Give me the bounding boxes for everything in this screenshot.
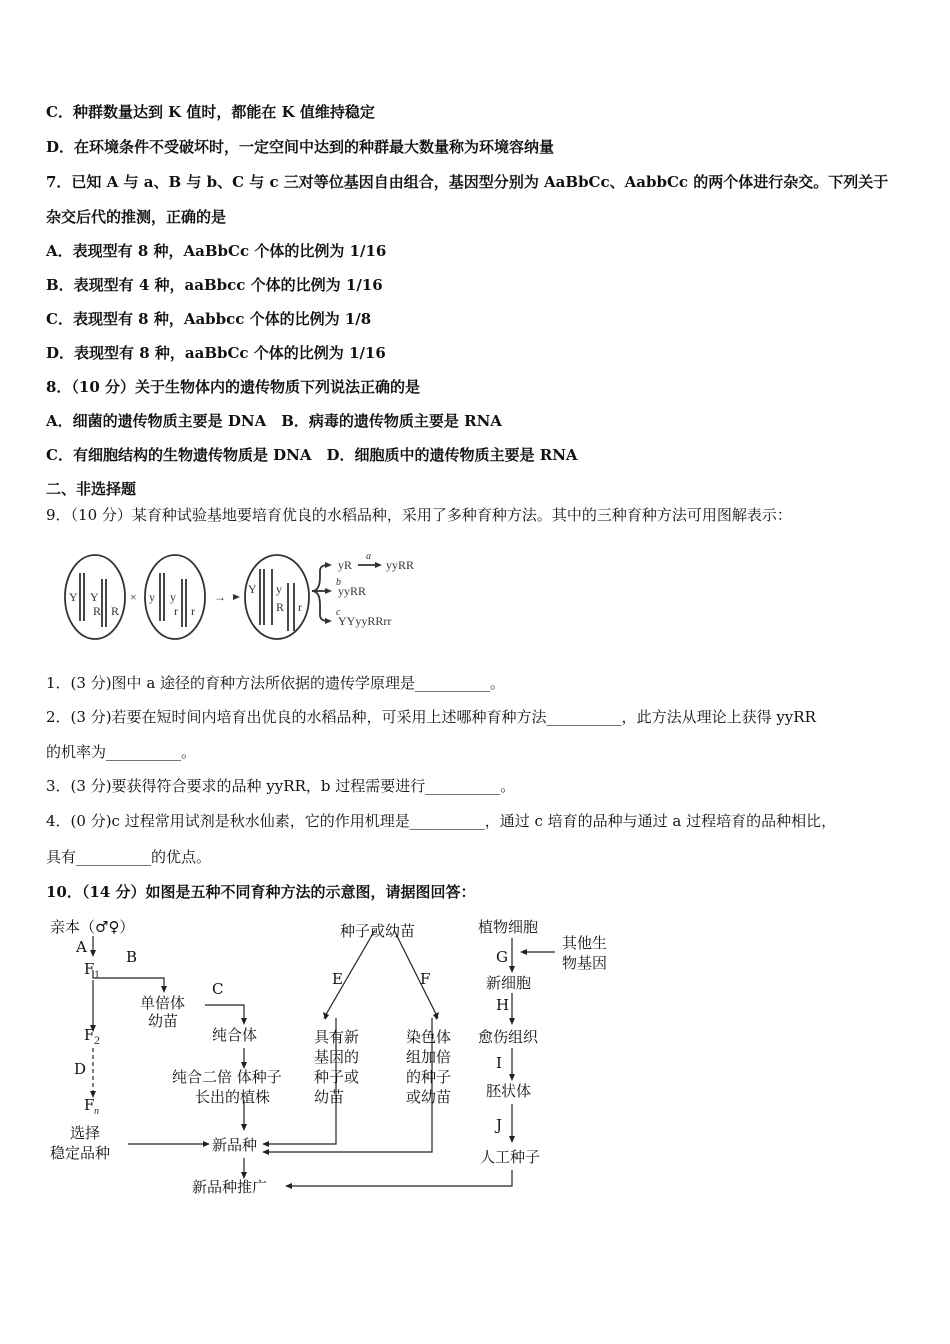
haploid-line1: 单倍体 [140,994,186,1012]
step-i: I [496,1054,502,1072]
parent-label: 亲本（♂♀） [50,918,135,936]
fn-label: F [84,1096,95,1114]
fn-sub: n [94,1106,99,1117]
other-gene-line1: 其他生 [562,934,608,952]
cell1-allele-r2: R [111,604,120,618]
q6-option-c: C．种群数量达到 K 值时，都能在 K 值维持稳定 [46,103,375,121]
cell2-allele-y2: y [170,590,176,604]
cell1-allele-r: R [93,604,102,618]
step-e: E [332,970,343,988]
cell2-allele-r2: r [191,604,195,618]
chrom-line4: 或幼苗 [406,1088,452,1106]
q10-breeding-diagram [40,908,640,1208]
diploid-line1: 纯合二倍 体种子 [172,1068,282,1086]
step-g: G [496,948,508,966]
haploid-line2: 幼苗 [148,1012,179,1030]
q9-sub2-line1: 2．(3 分)若要在短时间内培育出优良的水稻品种，可采用上述哪种育种方法__________，此方法从理论上获得 yyRR [46,708,816,726]
callus-label: 愈伤组织 [478,1028,539,1046]
f1-sub: 1 [94,967,100,981]
q9-sub4-line2: 具有__________的优点。 [46,848,212,866]
q8-options-ab: A．细菌的遗传物质主要是 DNA B．病毒的遗传物质主要是 RNA [46,412,502,430]
f2-label: F [84,1026,95,1044]
chrom-line1: 染色体 [406,1028,452,1046]
new-variety: 新品种 [212,1136,258,1154]
select-line2: 稳定品种 [50,1144,111,1162]
cell3-allele-r2: r [298,600,302,614]
f1-label: F [84,960,95,978]
step-h: H [496,996,510,1014]
q9-sub1: 1．(3 分)图中 a 途径的育种方法所依据的遗传学原理是__________。 [46,674,506,692]
q9-stem: 9．（10 分）某育种试验基地要培育优良的水稻品种，采用了多种育种方法。其中的三种育种方法可用图解表示： [46,506,792,524]
new-gene-line4: 幼苗 [314,1088,345,1106]
artificial-seed-label: 人工种子 [480,1148,541,1166]
step-f: F [420,970,431,988]
q9-breeding-figure [60,545,430,645]
cross-symbol: × [130,590,137,604]
path-b-end: yyRR [338,584,367,598]
new-variety-promotion: 新品种推广 [192,1178,268,1196]
new-gene-line2: 基因的 [314,1048,360,1066]
path-c-label: c [336,607,341,618]
pure-line: 纯合体 [212,1026,258,1044]
f2-sub: 2 [94,1033,100,1047]
q9-sub2-line2: 的机率为__________。 [46,743,197,761]
embryoid-label: 胚状体 [486,1082,532,1100]
cell1-allele-y2: Y [90,590,99,604]
q9-sub4-line1: 4．(0 分)c 过程常用试剂是秋水仙素，它的作用机理是__________，通过 c 培育的品种与通过 a 过程培育的品种相比， [46,812,837,830]
cell2-allele-r: r [174,604,178,618]
q8-options-cd: C．有细胞结构的生物遗传物质是 DNA D．细胞质中的遗传物质主要是 RNA [46,446,578,464]
new-gene-line1: 具有新 [314,1028,360,1046]
q7-option-a: A．表现型有 8 种，AaBbCc 个体的比例为 1/16 [46,242,387,260]
process-arrow: → [214,590,226,604]
section-heading: 二、非选择题 [46,480,137,498]
path-a-start: yR [338,558,353,572]
cell1-allele-y: Y [69,590,78,604]
cell3-allele-y2: y [276,582,282,596]
step-b: B [126,948,138,966]
new-gene-line3: 种子或 [314,1068,360,1086]
q7-stem-line2: 杂交后代的推测，正确的是 [46,208,227,226]
step-d: D [74,1060,87,1078]
q7-option-b: B．表现型有 4 种，aaBbcc 个体的比例为 1/16 [46,276,383,294]
q7-option-c: C．表现型有 8 种，Aabbcc 个体的比例为 1/8 [46,310,372,328]
step-c: C [212,980,224,998]
select-line1: 选择 [70,1124,101,1142]
path-c-end: YYyyRRrr [338,614,392,628]
other-gene-line2: 物基因 [562,954,608,972]
hybrid-cell [245,555,309,639]
path-a-label: a [366,551,371,562]
seed-label: 种子或幼苗 [340,922,416,940]
path-a-end: yyRR [386,558,415,572]
plant-cell-label: 植物细胞 [478,918,539,936]
q6-option-d: D．在环境条件不受破坏时，一定空间中达到的种群最大数量称为环境容纳量 [46,138,555,156]
cell2-allele-y: y [149,590,155,604]
new-cell-label: 新细胞 [486,974,532,992]
cell3-allele-y: Y [248,582,257,596]
q7-stem-line1: 7．已知 A 与 a、B 与 b、C 与 c 三对等位基因自由组合，基因型分别为 AaBbCc、AabbCc 的两个体进行杂交。下列关于 [46,173,889,191]
q10-stem: 10．（14 分）如图是五种不同育种方法的示意图，请据图回答： [46,883,476,901]
diploid-line2: 长出的植株 [195,1088,271,1106]
chrom-line3: 的种子 [406,1068,452,1086]
step-a: A [76,938,87,956]
path-b-label: b [336,577,341,588]
chrom-line2: 组加倍 [406,1048,452,1066]
q8-stem: 8．（10 分）关于生物体内的遗传物质下列说法正确的是 [46,378,421,396]
q9-sub3: 3．(3 分)要获得符合要求的品种 yyRR，b 过程需要进行__________。 [46,777,516,795]
q7-option-d: D．表现型有 8 种，aaBbCc 个体的比例为 1/16 [46,344,386,362]
step-j: J [496,1116,503,1134]
cell3-allele-r: R [276,600,285,614]
